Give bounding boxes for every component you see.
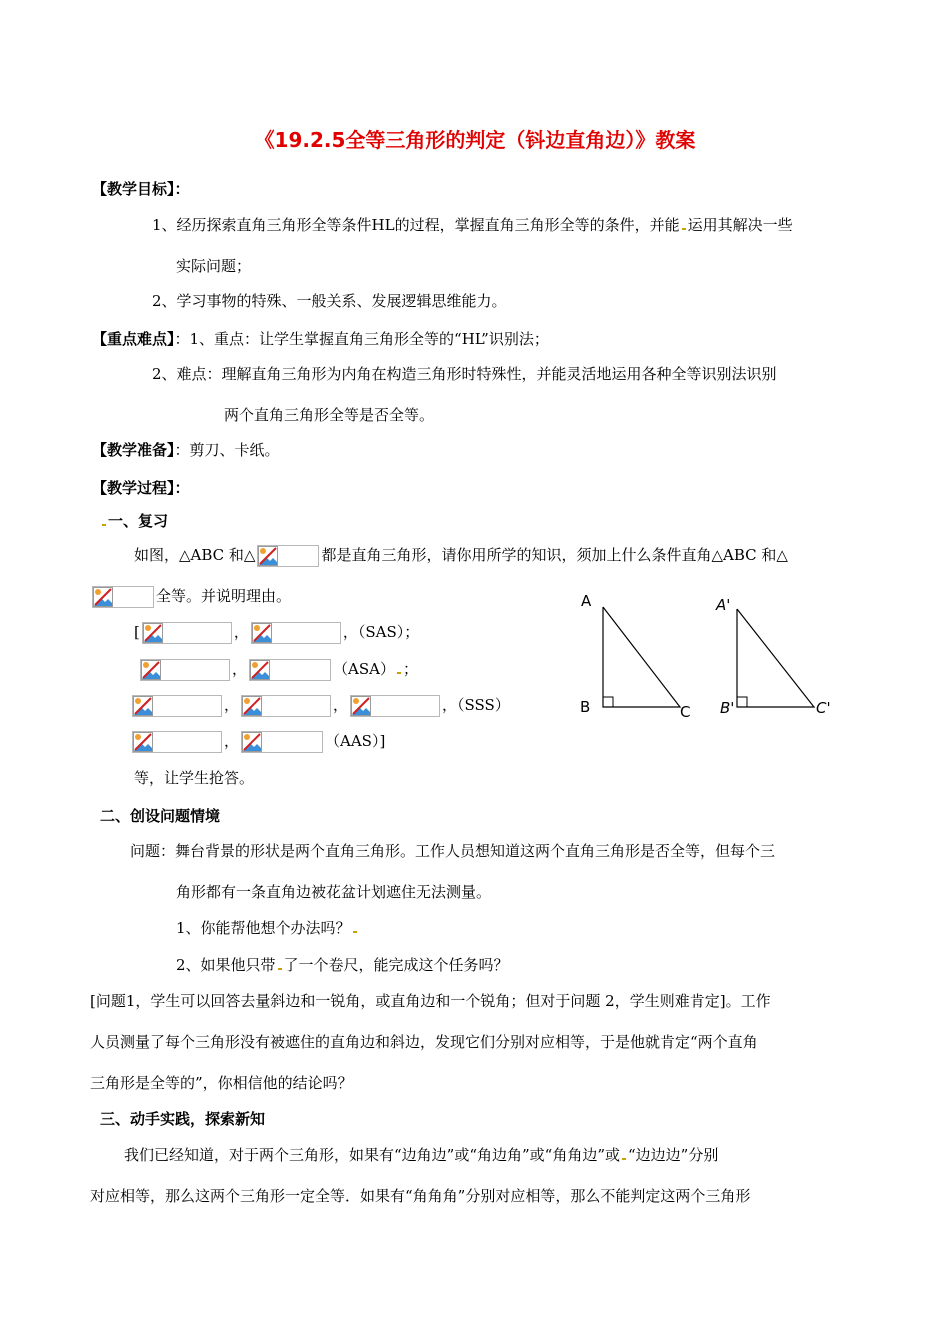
condition-row-aas [130,731,385,753]
label-aas: （AAS）] [325,732,386,750]
formula-placeholder [142,622,232,644]
review-text-c: 全等。并说明理由。 [156,587,292,605]
comma: ， [224,696,240,714]
practice-text-b: “边边边”分别 [628,1146,719,1164]
right-angle-mark [603,697,613,707]
mark-dot [682,228,686,230]
formula-placeholder [350,695,440,717]
formula-placeholder [132,695,222,717]
prep-line [92,440,280,460]
section-3-heading: 三、动手实践，探索新知 [100,1110,266,1128]
formula-placeholder [132,731,222,753]
vertex-label-c-prime: C' [816,699,831,717]
keypoints-heading: 【重点难点】 [92,330,175,348]
review-paragraph-line-1 [134,545,788,567]
review-end: 等，让学生抢答。 [134,769,255,787]
review-text-b: 都是直角三角形，请你用所学的知识，须加上什么条件直角△ABC 和△ [321,546,788,564]
broken-image-icon [133,732,153,752]
keypoints-item-2: 2、难点：理解直角三角形为内角在构造三角形时特殊性，并能灵活地运用各种全等识别法识别 [152,365,777,383]
keypoints-item-2-cont: 两个直角三角形全等是否全等。 [224,406,435,424]
broken-image-icon [351,696,371,716]
formula-placeholder [140,659,230,681]
practice-text-a: 我们已经知道，对于两个三角形，如果有“边角边”或“角边角”或“角角边”或 [124,1146,621,1164]
comma: ， [233,623,249,641]
broken-image-icon [133,696,153,716]
review-paragraph-line-2 [90,586,291,608]
question-2-text-b: 了一个卷尺，能完成这个任务吗？ [283,956,509,974]
comma: ， [224,732,240,750]
right-triangles-figure [570,585,850,725]
goal-item-1-text-a: 1、经历探索直角三角形全等条件HL的过程，掌握直角三角形全等的条件，并能 [152,216,680,234]
problem-text: 问题：舞台背景的形状是两个直角三角形。工作人员想知道这两个直角三角形是否全等，但每个三 [130,842,776,860]
formula-placeholder [241,695,331,717]
formula-placeholder [249,659,331,681]
broken-image-icon [258,546,278,566]
section-1-heading [100,510,168,531]
section-2-heading: 二、创设问题情境 [100,807,221,825]
condition-row-sas [134,622,419,644]
broken-image-icon [143,623,163,643]
prep-text: ：剪刀、卡纸。 [174,441,280,459]
broken-image-icon [93,587,113,607]
semicolon: ； [402,660,418,678]
keypoints-line [92,329,549,349]
bracket-open: [ [134,623,140,641]
process-heading: 【教学过程】： [92,479,190,497]
discussion-line-2: 人员测量了每个三角形没有被遮住的直角边和斜边，发现它们分别对应相等，于是他就肯定“两个直角 [90,1033,758,1051]
label-asa: （ASA） [333,660,395,678]
triangle-a1b1c1 [715,596,831,717]
comma: ， [333,696,349,714]
mark-dot [397,672,401,674]
vertex-label-b: B [580,698,591,716]
condition-row-asa [138,659,418,681]
triangle-a1b1c1-outline [737,609,814,707]
practice-line-1 [124,1145,718,1165]
goal-item-1-cont: 实际问题； [176,257,252,275]
page-title: 《19.2.5全等三角形的判定（钭边直角边）》教案 [254,128,696,152]
comma: ， [232,660,248,678]
vertex-label-c: C [680,703,691,721]
discussion-line-3: 三角形是全等的”，你相信他的结论吗？ [90,1074,353,1092]
mark-dot [102,524,106,526]
vertex-label-a: A [581,592,592,610]
mark-dot [622,1158,626,1160]
mark-dot [353,931,357,933]
image-placeholder [257,545,319,567]
formula-placeholder [241,731,323,753]
label-sss: ，（SSS） [442,696,510,714]
section-1-heading-text: 一、复习 [108,512,169,530]
question-2-text-a: 2、如果他只带 [176,956,276,974]
right-angle-mark [737,697,747,707]
broken-image-icon [250,660,270,680]
label-sas: ，（SAS）； [342,623,420,641]
broken-image-icon [252,623,272,643]
goal-item-2: 2、学习事物的特殊、一般关系、发展逻辑思维能力。 [152,292,507,310]
review-text-a: 如图，△ABC 和△ [134,546,256,564]
broken-image-icon [242,696,262,716]
triangle-abc-outline [603,607,680,707]
broken-image-icon [242,732,262,752]
condition-row-sss [130,695,510,717]
keypoints-item-1: ：1、重点：让学生掌握直角三角形全等的“HL”识别法； [174,330,549,348]
question-2 [176,955,509,975]
goal-item-1 [152,215,793,235]
goal-item-1-text-b: 运用其解决一些 [687,216,793,234]
formula-placeholder [251,622,341,644]
problem-text-cont: 角形都有一条直角边被花盆计划遮住无法测量。 [176,883,492,901]
mark-dot [278,968,282,970]
image-placeholder [92,586,154,608]
broken-image-icon [141,660,161,680]
question-1 [176,918,359,938]
goal-heading: 【教学目标】： [92,180,190,198]
practice-line-2: 对应相等，那么这两个三角形一定全等．如果有“角角角”分别对应相等，那么不能判定这两个三角形 [90,1187,751,1205]
triangle-abc [580,592,690,721]
vertex-label-a-prime: A' [716,596,731,614]
question-1-text: 1、你能帮他想个办法吗？ [176,919,351,937]
vertex-label-b-prime: B' [720,699,735,717]
prep-heading: 【教学准备】 [92,441,175,459]
discussion-line-1: [问题1，学生可以回答去量斜边和一锐角，或直角边和一个锐角；但对于问题 2，学生则难肯定]。工作 [90,992,771,1010]
